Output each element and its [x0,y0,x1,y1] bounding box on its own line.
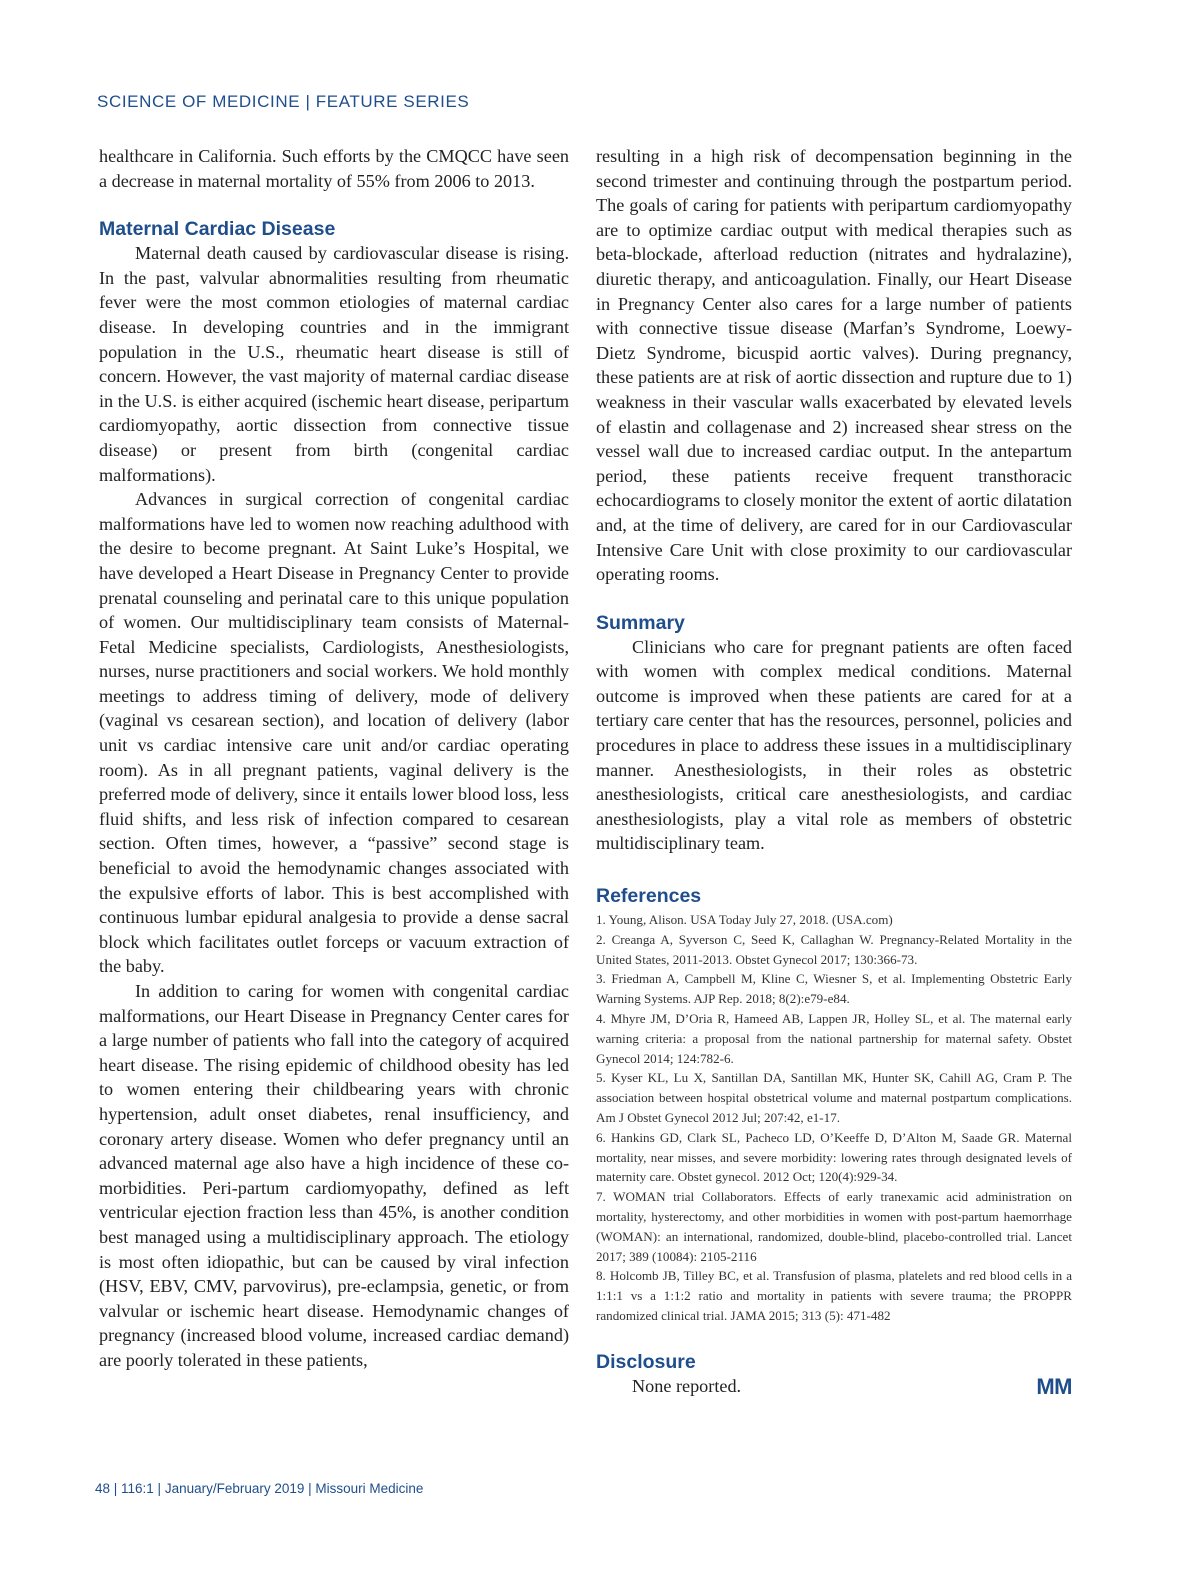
reference-item: 5. Kyser KL, Lu X, Santillan DA, Santillan MK, Hunter SK, Cahill AG, Cram P. The association between hospital obstetrical volume and maternal postpartum complications. Am J Obstet Gynecol 2012 Jul; 207:42, e1-17. [596,1070,1072,1125]
intro-paragraph: healthcare in California. Such efforts by the CMQCC have seen a decrease in maternal mortality of 55% from 2006 to 2013. [99,146,569,191]
reference-item: 1. Young, Alison. USA Today July 27, 2018. (USA.com) [596,912,893,928]
summary-paragraph: Clinicians who care for pregnant patients are often faced with women with complex medical conditions. Maternal outcome is improved when these patients are cared for at a tertiary care center that has the resources, personnel, policies and procedures in place to address these issues in a multidisciplinary manner. Anesthesiologists, in their roles as obstetric anesthesiologists, critical care anesthesiologists, and cardiac anesthesiologists, play a vital role as members of obstetric multidisciplinary team. [596,636,1072,854]
series-header: SCIENCE OF MEDICINE | FEATURE SERIES [97,92,470,111]
reference-item: 3. Friedman A, Campbell M, Kline C, Wiesner S, et al. Implementing Obstetric Early Warning Systems. AJP Rep. 2018; 8(2):e79-e84. [596,971,1072,1007]
reference-item: 8. Holcomb JB, Tilley BC, et al. Transfusion of plasma, platelets and red blood cells in a 1:1:1 vs a 1:1:2 ratio and mortality in patients with severe trauma; the PROPPR randomized clinical trial. JAMA 2015; 313 (5): 471-482 [596,1268,1072,1323]
body-paragraph: Advances in surgical correction of congenital cardiac malformations have led to women now reaching adulthood with the desire to become pregnant. At Saint Luke’s Hospital, we have developed a Heart Disease in Pregnancy Center to provide prenatal counseling and perinatal care to this unique population of women. Our multidisciplinary team consists of Maternal-Fetal Medicine specialists, Cardiologists, Anesthesiologists, nurses, nurse practitioners and social workers. We hold monthly meetings to address timing of delivery, mode of delivery (vaginal vs cesarean section), and location of delivery (labor unit vs cardiac intensive care unit and/or cardiac operating room). As in all pregnant patients, vaginal delivery is the preferred mode of delivery, since it entails lower blood loss, less fluid shifts, and less risk of infection compared to cesarean section. Often times, however, a “passive” second stage is beneficial to avoid the hemodynamic changes associated with the expulsive efforts of labor. This is best accomplished with continuous lumbar epidural analgesia to provide a dense sacral block which facilitates outlet forceps or vacuum extraction of the baby. [99,489,569,977]
page-footer: 48 | 116:1 | January/February 2019 | Missouri Medicine [95,1481,424,1496]
maternal-cardiac-disease-heading: Maternal Cardiac Disease [99,218,336,241]
references-list [596,910,1072,1326]
disclosure-row [596,1374,1072,1399]
disclosure-text: None reported. [632,1375,742,1396]
reference-item: 7. WOMAN trial Collaborators. Effects of early tranexamic acid administration on mortality, hysterectomy, and other morbidities in women with post-partum haemorrhage (WOMAN): an international, randomized, double-blind, placebo-controlled trial. Lancet 2017; 389 (10084): 2105-2116 [596,1189,1072,1264]
body-paragraph: Maternal death caused by cardiovascular disease is rising. In the past, valvular abnormalities resulting from rheumatic fever were the most common etiologies of maternal cardiac disease. In developing countries and in the immigrant population in the U.S., rheumatic heart disease is still of concern. However, the vast majority of maternal cardiac disease in the U.S. is either acquired (ischemic heart disease, peripartum cardiomyopathy, aortic dissection from connective tissue disease) or present from birth (congenital cardiac malformations). [99,243,569,485]
continuation-paragraph: resulting in a high risk of decompensation beginning in the second trimester and continuing through the postpartum period. The goals of caring for patients with peripartum cardiomyopathy are to optimize cardiac output with medical therapies such as beta-blockade, afterload reduction (nitrates and hydralazine), diuretic therapy, and anticoagulation. Finally, our Heart Disease in Pregnancy Center also cares for a large number of patients with connective tissue disease (Marfan’s Syndrome, Loewy-Dietz Syndrome, bicuspid aortic valves). During pregnancy, these patients are at risk of aortic dissection and rupture due to 1) weakness in their vascular walls exacerbated by elevated levels of elastin and collagenase and 2) increased shear stress on the vessel wall due to increased cardiac output. In the antepartum period, these patients receive frequent transthoracic echocardiograms to closely monitor the extent of aortic dilatation and, at the time of delivery, are cared for in our Cardiovascular Intensive Care Unit with close proximity to our cardiovascular operating rooms. [596,146,1072,585]
reference-item: 6. Hankins GD, Clark SL, Pacheco LD, O’Keeffe D, D’Alton M, Saade GR. Maternal mortality, near misses, and severe morbidity: lowering rates through designated levels of maternity care. Obstet gynecol. 2012 Oct; 120(4):929-34. [596,1129,1072,1185]
reference-item: 4. Mhyre JM, D’Oria R, Hameed AB, Lappen JR, Holley SL, et al. The maternal early warning criteria: a proposal from the national partnership for maternal safety. Obstet Gynecol 2014; 124:782-6. [596,1011,1072,1066]
left-column [99,144,569,1373]
right-column [596,144,1072,1398]
summary-heading: Summary [596,611,685,634]
disclosure-heading: Disclosure [596,1350,696,1373]
body-paragraph: In addition to caring for women with congenital cardiac malformations, our Heart Disease in Pregnancy Center cares for a large number of patients who fall into the category of acquired heart disease. The rising epidemic of childhood obesity has led to women entering their childbearing years with chronic hypertension, adult onset diabetes, renal insufficiency, and coronary artery disease. Women who defer pregnancy until an advanced maternal age also have a high incidence of these co-morbidities. Peri-partum cardiomyopathy, defined as left ventricular ejection fraction less than 45%, is another condition best managed using a multidisciplinary approach. The etiology is most often idiopathic, but can be caused by viral infection (HSV, EBV, CMV, parvovirus), pre-eclampsia, genetic, or from valvular or ischemic heart disease. Hemodynamic changes of pregnancy (increased blood volume, increased cardiac demand) are poorly tolerated in these patients, [99,981,569,1370]
references-heading: References [596,885,702,908]
reference-item: 2. Creanga A, Syverson C, Seed K, Callaghan W. Pregnancy-Related Mortality in the United States, 2011-2013. Obstet Gynecol 2017; 130:366-73. [596,931,1072,967]
missouri-medicine-end-mark: MM [1036,1373,1072,1399]
